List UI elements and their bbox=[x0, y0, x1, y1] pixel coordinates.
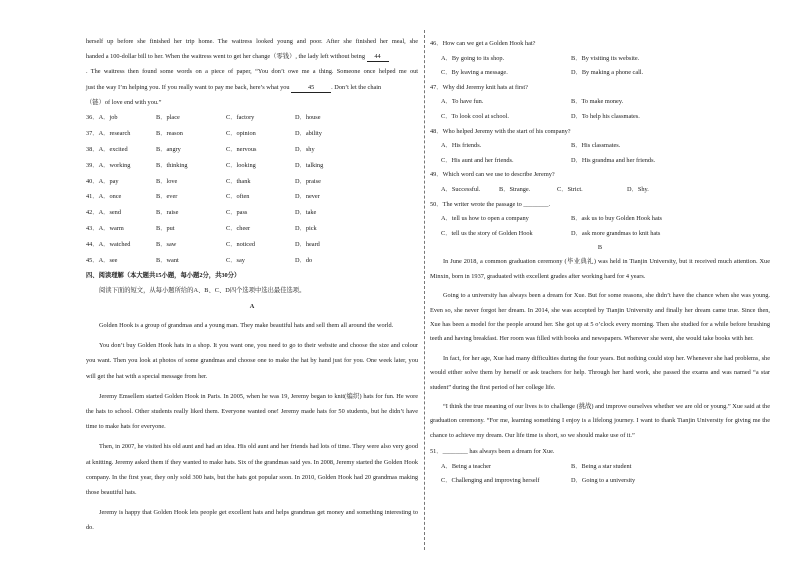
passage-b-paragraph: In fact, for her age, Xue had many difficulties during the four years. But nothing could stop her. Whenever she had problems, she would either solve them by herself or ask teachers for help. Through her hard work, she passed the exams and was named “a star student” during the first period of her college life. bbox=[430, 354, 770, 391]
cloze-opt-c: C．nervous bbox=[226, 145, 257, 153]
cloze-opt-b: B．reason bbox=[156, 129, 183, 137]
intro-line: just the way I’m helping you. If you really want to pay me back, here’s what you 45 . Don’t let the chain bbox=[86, 83, 382, 91]
cloze-opt-c: C．often bbox=[226, 193, 250, 201]
option-c[interactable]: C．tell us the story of Golden Hook bbox=[441, 229, 533, 237]
option-d[interactable]: D．Shy. bbox=[627, 185, 649, 193]
cloze-opt-d: D．never bbox=[295, 193, 320, 201]
cloze-opt-d: D．praise bbox=[295, 177, 321, 185]
passage-a-paragraph: You don’t buy Golden Hook hats in a shop. It you want one, you need to go to their website and choose the size and colour you want. Then you look at photos of some grandmas and choose one to make the hat by hand just for you. One week later, you will get the hat with a special message from her. bbox=[86, 342, 418, 380]
cloze-opt-d: D．house bbox=[295, 114, 321, 122]
option-b[interactable]: B．ask us to buy Golden Hook hats bbox=[571, 215, 662, 223]
question-options bbox=[430, 95, 770, 124]
left-column bbox=[86, 34, 418, 536]
option-a[interactable]: A．Being a teacher bbox=[441, 462, 492, 470]
cloze-opt-a: 36．A．job bbox=[86, 114, 118, 122]
option-d[interactable]: D．By making a phone call. bbox=[571, 69, 644, 77]
passage-b-paragraph: Going to a university has always been a dream for Xue. But for some reasons, she didn’t have the chance when she was young. Even so, she never forgot her dream. In 2014, she was accepted by Tianjin University and finally her dream came true. Since then, Xue has been a model for the people around her. She got up at 5 o’clock every morning. Then she studied for a while before brushing teeth and having breakfast. Her room was filled with books and newspapers. Wherever she went, she would take books with her. bbox=[430, 292, 770, 343]
question-options bbox=[430, 460, 770, 489]
cloze-opt-a: 37．A．research bbox=[86, 129, 131, 137]
option-a[interactable]: A．His friends. bbox=[441, 142, 482, 150]
passage-a-label: A bbox=[249, 302, 255, 310]
option-b[interactable]: B．Strange. bbox=[499, 185, 531, 193]
cloze-opt-d: D．pick bbox=[295, 225, 317, 233]
intro-line: handed a 100-dollar bill to her. When the waitress went to get her change（零钱）, the lady left without being 44 bbox=[86, 49, 418, 64]
option-c[interactable]: C．By leaving a message. bbox=[441, 69, 508, 77]
cloze-opt-c: C．noticed bbox=[226, 241, 256, 249]
cloze-opt-a: 40．A．pay bbox=[86, 177, 119, 185]
cloze-opt-c: C．thank bbox=[226, 177, 251, 185]
question-options bbox=[430, 139, 770, 168]
option-a[interactable]: A．Successful. bbox=[441, 185, 481, 193]
cloze-opt-a: 44．A．watched bbox=[86, 241, 131, 249]
blank-44: 44 bbox=[367, 52, 389, 62]
cloze-opt-d: D．heard bbox=[295, 241, 320, 249]
question-51 bbox=[430, 445, 770, 489]
intro-line: （链）of love end with you.” bbox=[86, 98, 162, 106]
passage-b-paragraph: “I think the true meaning of our lives is to challenge (挑战) and improve ourselves whether we are old or young.” Xue said at the graduation ceremony. “For me, learning something I enjoy is a lifelong journey. I want to thank Tianjin University for giving me the chance to achieve my dream. Our life time is short, so we should make use of it.” bbox=[430, 402, 770, 439]
cloze-opt-d: D．talking bbox=[295, 161, 324, 169]
option-c[interactable]: C．His aunt and her friends. bbox=[441, 156, 514, 164]
blank-45: 45 bbox=[291, 83, 331, 93]
option-c[interactable]: C．Challenging and improving herself bbox=[441, 477, 540, 485]
cloze-opt-a: 41．A．once bbox=[86, 193, 122, 201]
cloze-opt-b: B．put bbox=[156, 225, 175, 233]
question-49 bbox=[430, 168, 770, 197]
cloze-opt-b: B．want bbox=[156, 257, 179, 265]
question-50 bbox=[430, 198, 770, 242]
option-d[interactable]: D．ask more grandmas to knit hats bbox=[571, 229, 661, 237]
question-stem: 51．________ has always been a dream for Xue. bbox=[430, 448, 555, 456]
cloze-options bbox=[86, 110, 418, 269]
cloze-opt-c: C．looking bbox=[226, 161, 256, 169]
right-column bbox=[430, 37, 770, 489]
cloze-opt-b: B．angry bbox=[156, 145, 181, 153]
cloze-opt-a: 42．A．send bbox=[86, 209, 121, 217]
passage-a-paragraph: Jeremy is happy that Golden Hook lets people get excellent hats and helps grandmas get money and something interesting to do. bbox=[86, 509, 418, 532]
question-stem: 47．Why did Jeremy knit hats at first? bbox=[430, 83, 528, 91]
section-instruction: 阅读下面的短文，从每小题所给的A、B、C、D四个选项中选出最佳选项。 bbox=[99, 286, 306, 294]
option-b[interactable]: B．To make money. bbox=[571, 98, 624, 106]
passage-a-paragraph: Then, in 2007, he visited his old aunt and had an idea. His old aunt and her friends had lots of time. They were also very good at knitting. Jeremy asked them if they wanted to make hats. Six of the grandmas said yes. In 2008, Jeremy started the Golden Hook company. In the first year, they only sold 300 hats, but the hats got popular soon. In 2010, Golden Hook had 20 grandmas making those beautiful hats. bbox=[86, 443, 418, 496]
question-47 bbox=[430, 81, 770, 125]
cloze-opt-a: 45．A．see bbox=[86, 257, 118, 265]
cloze-opt-b: B．ever bbox=[156, 193, 178, 201]
question-options bbox=[430, 52, 770, 81]
question-48 bbox=[430, 125, 770, 169]
cloze-opt-d: D．do bbox=[295, 257, 313, 265]
option-a[interactable]: A．To have fun. bbox=[441, 98, 484, 106]
cloze-opt-d: D．shy bbox=[295, 145, 315, 153]
question-options bbox=[430, 183, 770, 198]
cloze-opt-c: C．factory bbox=[226, 114, 255, 122]
section-title: 四、阅读理解（本大题共15小题，每小题2分，共30分） bbox=[86, 271, 241, 279]
option-b[interactable]: B．By visiting its website. bbox=[571, 54, 640, 62]
option-d[interactable]: D．His grandma and her friends. bbox=[571, 156, 656, 164]
cloze-opt-c: C．cheer bbox=[226, 225, 251, 233]
column-divider bbox=[424, 30, 425, 550]
cloze-opt-c: C．say bbox=[226, 257, 245, 265]
passage-a-paragraph: Golden Hook is a group of grandmas and a young man. They make beautiful hats and sell them all around the world. bbox=[99, 321, 394, 329]
passage-a-paragraph: Jeremy Emsellem started Golden Hook in Paris. In 2005, when he was 19, Jeremy began to knit(编织) hats for fun. He wore the hats to school. Other students really liked them. Everyone wanted one! Jeremy made hats for 50 students, but he didn’t have time to make hats for everyone. bbox=[86, 392, 418, 431]
option-b[interactable]: B．His classmates. bbox=[571, 142, 621, 150]
question-stem: 46．How can we get a Golden Hook hat? bbox=[430, 40, 536, 47]
cloze-opt-d: D．take bbox=[295, 209, 317, 217]
intro-line: . The waitress then found some words on a piece of paper, “You don’t owe me a thing. Someone once helped me out bbox=[86, 68, 418, 76]
option-d[interactable]: D．Going to a university bbox=[571, 477, 636, 485]
question-46 bbox=[430, 37, 770, 81]
cloze-opt-a: 38．A．excited bbox=[86, 145, 128, 153]
option-c[interactable]: C．To look cool at school. bbox=[441, 112, 509, 120]
question-stem: 48．Who helped Jeremy with the start of his company? bbox=[430, 127, 571, 135]
cloze-opt-c: C．pass bbox=[226, 209, 248, 217]
cloze-opt-b: B．place bbox=[156, 114, 180, 122]
cloze-opt-c: C．opinion bbox=[226, 129, 256, 137]
cloze-opt-b: B．thinking bbox=[156, 161, 188, 169]
option-a[interactable]: A．tell us how to open a company bbox=[441, 215, 529, 223]
cloze-opt-a: 43．A．warm bbox=[86, 225, 124, 233]
cloze-opt-b: B．love bbox=[156, 177, 178, 185]
question-stem: 49．Which word can we use to describe Jeremy? bbox=[430, 171, 555, 179]
question-stem: 50．The writer wrote the passage to ________. bbox=[430, 200, 551, 208]
cloze-opt-d: D．ability bbox=[295, 129, 322, 137]
passage-b-paragraph: In June 2018, a common graduation ceremony (毕业典礼) was held in Tianjin University, but it received much attention. Xue Minxin, born in 1937, graduated with excellent grades after working hard for 4 years. bbox=[430, 258, 770, 280]
cloze-opt-a: 39．A．working bbox=[86, 161, 131, 169]
option-c[interactable]: C．Strict. bbox=[557, 185, 583, 193]
option-d[interactable]: D．To help his classmates. bbox=[571, 112, 640, 120]
question-options bbox=[430, 212, 770, 241]
cloze-opt-b: B．saw bbox=[156, 241, 177, 249]
passage-b-label: B bbox=[597, 244, 603, 252]
cloze-opt-b: B．raise bbox=[156, 209, 179, 217]
intro-line: herself up before she finished her trip home. The waitress looked young and poor. After she finished her meal, she bbox=[86, 38, 418, 45]
option-a[interactable]: A．By going to its shop. bbox=[441, 54, 505, 62]
option-b[interactable]: B．Being a star student bbox=[571, 462, 632, 470]
